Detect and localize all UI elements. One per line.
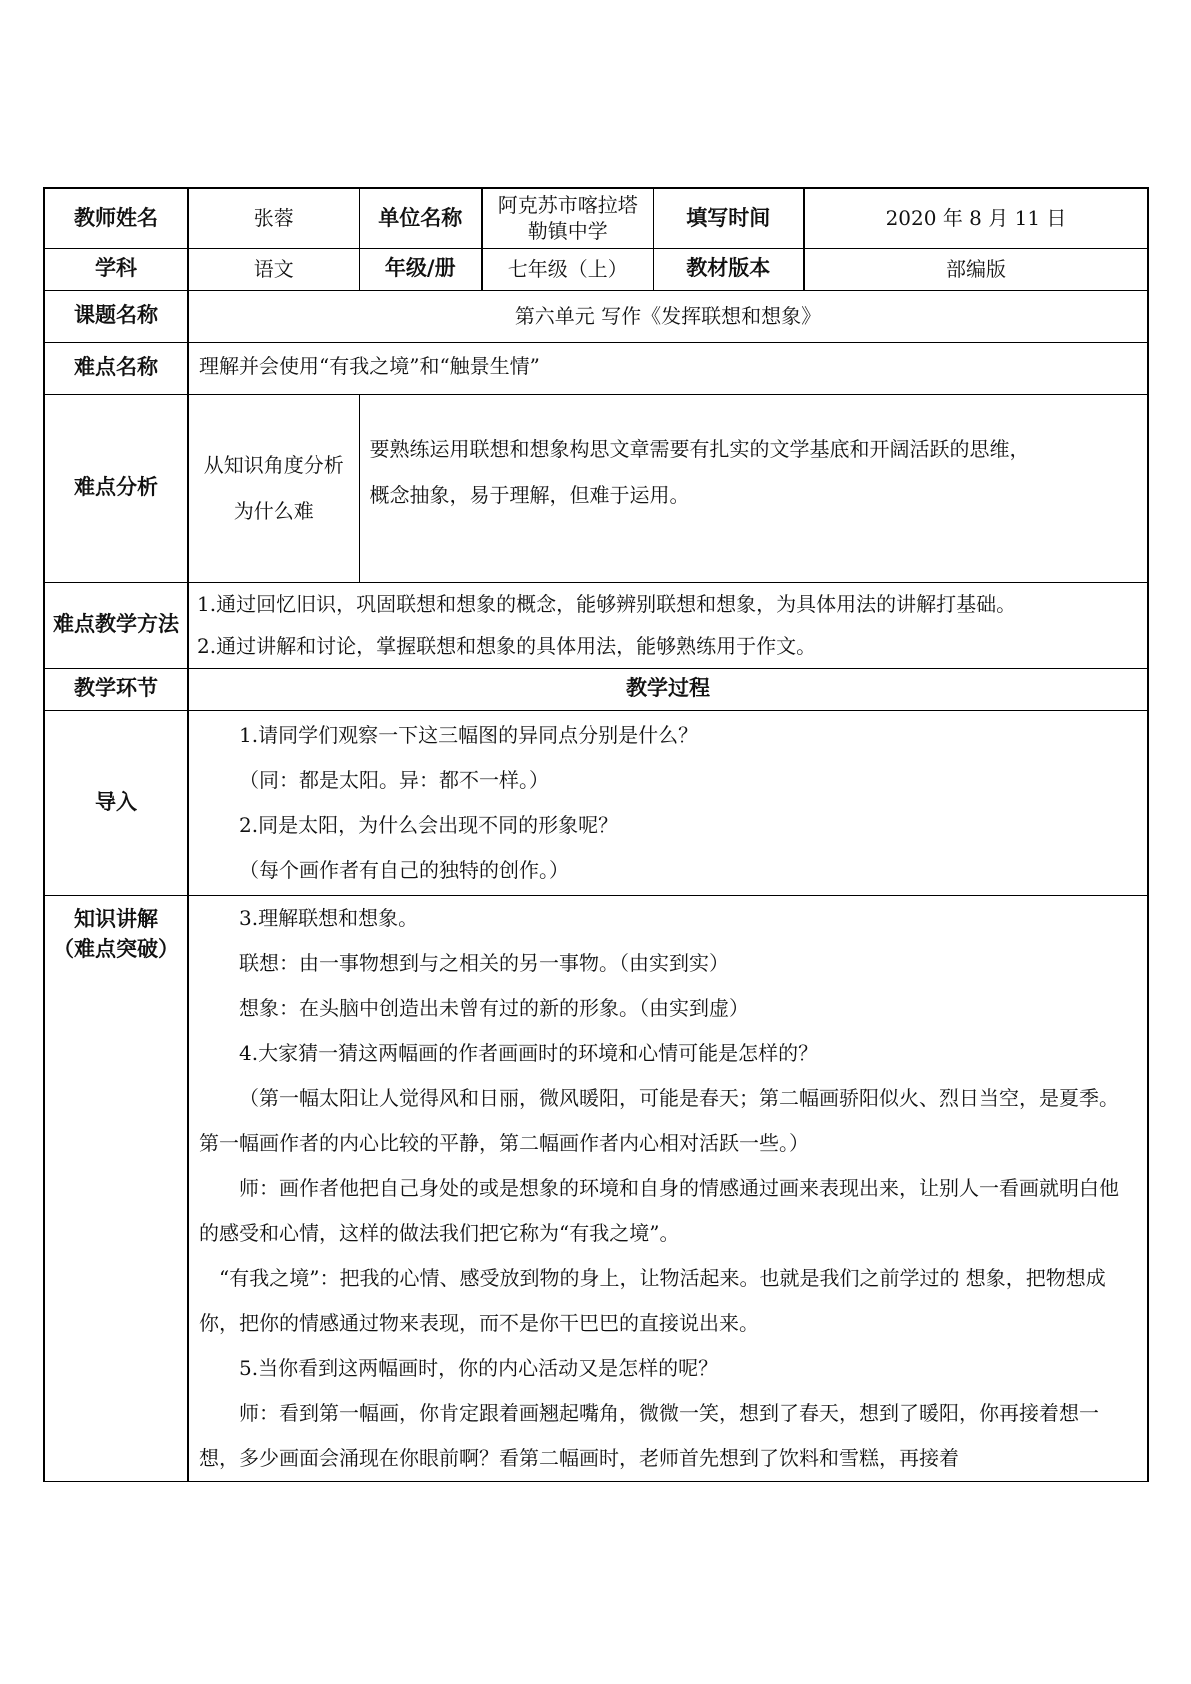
analysis-text-line2: 概念抽象，易于理解，但难于运用。 xyxy=(369,483,690,507)
knowledge-para-1: 3.理解联想和想象。 xyxy=(239,905,419,930)
methods-list xyxy=(189,583,1147,667)
intro-label: 导入 xyxy=(44,710,188,895)
lesson-plan-table xyxy=(43,187,1149,1482)
intro-line-2: （同：都是太阳。异：都不一样。） xyxy=(239,767,549,792)
knowledge-para-2: 联想：由一事物想到与之相关的另一事物。（由实到实） xyxy=(239,950,729,975)
difficulty-name-label: 难点名称 xyxy=(44,342,188,394)
analysis-angle-cell xyxy=(188,394,359,582)
process-header-row xyxy=(44,668,1148,710)
fill-date-value: 2020 年 8 月 11 日 xyxy=(804,188,1148,248)
teacher-name-value: 张蓉 xyxy=(188,188,359,248)
analysis-angle-line1: 从知识角度分析 xyxy=(203,453,344,477)
difficulty-name-value: 理解并会使用“有我之境”和“触景生情” xyxy=(199,353,540,378)
unit-name-line1: 阿克苏市喀拉塔 xyxy=(497,193,638,218)
difficulty-analysis-label: 难点分析 xyxy=(44,394,188,582)
teaching-step-label: 教学环节 xyxy=(44,668,188,710)
topic-row xyxy=(44,290,1148,342)
knowledge-row xyxy=(44,895,1148,1481)
knowledge-label-cell xyxy=(44,895,188,1481)
knowledge-para-7: “有我之境”：把我的心情、感受放到物的身上，让物活起来。也就是我们之前学过的 想象，把物想成你，把你的情感通过物来表现，而不是你干巴巴的直接说出来。 xyxy=(199,1265,1106,1335)
difficulty-analysis-row xyxy=(44,394,1148,582)
knowledge-para-4: 4.大家猜一猜这两幅画的作者画画时的环境和心情可能是怎样的？ xyxy=(239,1040,819,1065)
header-row-1 xyxy=(44,188,1148,248)
topic-label: 课题名称 xyxy=(44,290,188,342)
teaching-process-label: 教学过程 xyxy=(188,668,1148,710)
knowledge-label-line2: （难点突破） xyxy=(53,936,179,961)
intro-content xyxy=(189,711,1147,895)
methods-cell xyxy=(188,582,1148,668)
intro-line-4: （每个画作者有自己的独特的创作。） xyxy=(239,857,569,882)
unit-name-line2: 勒镇中学 xyxy=(527,219,608,244)
methods-label: 难点教学方法 xyxy=(44,582,188,668)
knowledge-para-9: 师：看到第一幅画，你肯定跟着画翘起嘴角，微微一笑，想到了春天，想到了暖阳，你再接着想一想，多少画面会涌现在你眼前啊？看第二幅画时，老师首先想到了饮料和雪糕，再接着 xyxy=(199,1400,1099,1470)
subject-value: 语文 xyxy=(188,248,359,290)
intro-cell xyxy=(188,710,1148,895)
teacher-name-label: 教师姓名 xyxy=(44,188,188,248)
intro-line-3: 2.同是太阳，为什么会出现不同的形象呢？ xyxy=(239,812,619,837)
analysis-text-cell xyxy=(359,394,1148,582)
unit-name-label: 单位名称 xyxy=(359,188,482,248)
fill-date-label: 填写时间 xyxy=(653,188,804,248)
intro-line-1: 1.请同学们观察一下这三幅图的异同点分别是什么？ xyxy=(239,722,699,747)
analysis-text-block xyxy=(360,426,1148,550)
grade-value: 七年级（上） xyxy=(482,248,653,290)
grade-label: 年级/册 xyxy=(359,248,482,290)
knowledge-para-6: 师：画作者他把自己身处的或是想象的环境和自身的情感通过画来表现出来，让别人一看画就明白他的感受和心情，这样的做法我们把它称为“有我之境”。 xyxy=(199,1175,1119,1245)
subject-label: 学科 xyxy=(44,248,188,290)
topic-value: 第六单元 写作《发挥联想和想象》 xyxy=(188,290,1148,342)
analysis-text-line1: 要熟练运用联想和想象构思文章需要有扎实的文学基底和开阔活跃的思维， xyxy=(369,437,1030,461)
method-item-2: 2.通过讲解和讨论，掌握联想和想象的具体用法，能够熟练用于作文。 xyxy=(197,634,817,658)
knowledge-para-8: 5.当你看到这两幅画时，你的内心活动又是怎样的呢？ xyxy=(239,1355,719,1380)
method-item-1: 1.通过回忆旧识，巩固联想和想象的概念，能够辨别联想和想象，为具体用法的讲解打基础。 xyxy=(197,592,1017,616)
knowledge-cell xyxy=(188,895,1148,1481)
edition-value: 部编版 xyxy=(804,248,1148,290)
difficulty-name-cell xyxy=(188,342,1148,394)
knowledge-para-5: （第一幅太阳让人觉得风和日丽，微风暖阳，可能是春天；第二幅画骄阳似火、烈日当空，是夏季。第一幅画作者的内心比较的平静，第二幅画作者内心相对活跃一些。） xyxy=(199,1085,1119,1155)
methods-row xyxy=(44,582,1148,668)
analysis-angle-line2: 为什么难 xyxy=(233,499,314,523)
intro-row xyxy=(44,710,1148,895)
unit-name-value xyxy=(482,188,653,248)
difficulty-name-row xyxy=(44,342,1148,394)
knowledge-label-line1: 知识讲解 xyxy=(74,906,158,931)
header-row-2 xyxy=(44,248,1148,290)
knowledge-para-3: 想象：在头脑中创造出未曾有过的新的形象。（由实到虚） xyxy=(239,995,749,1020)
edition-label: 教材版本 xyxy=(653,248,804,290)
knowledge-content xyxy=(189,896,1147,1481)
